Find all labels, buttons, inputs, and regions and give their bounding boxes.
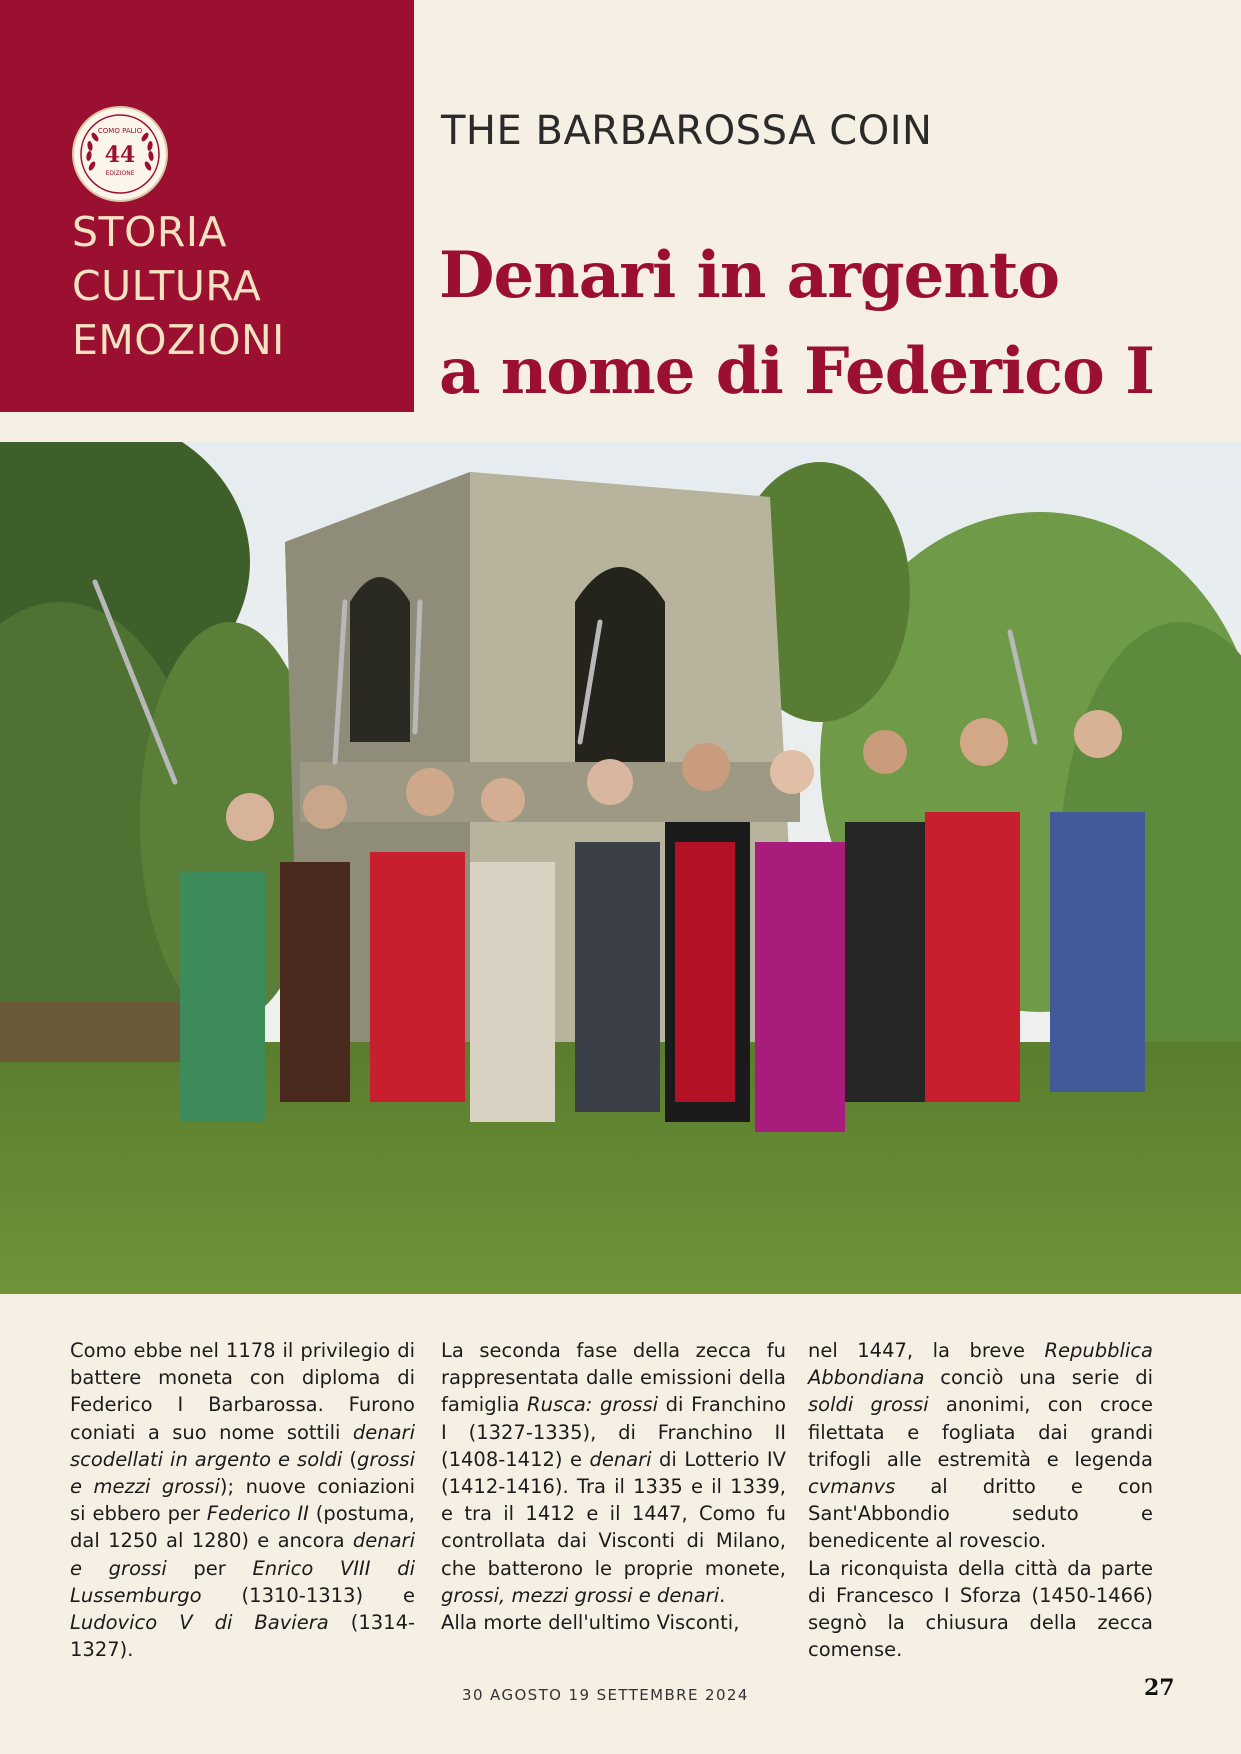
italic-run: Rusca: grossi	[527, 1393, 659, 1417]
text-run: Como ebbe nel 1178 il privilegio di battere moneta con diploma di Federico I Barbarossa. Furono coniati a suo nome sottili	[70, 1339, 415, 1444]
italic-run: denari scodellati in argento e soldi	[70, 1420, 415, 1471]
section-label-line: EMOZIONI	[72, 316, 285, 364]
text-run: (1314-1327).	[70, 1611, 416, 1662]
text-run: La seconda fase della zecca fu rappresentata dalle emissioni della famiglia	[441, 1339, 786, 1417]
kicker: THE BARBAROSSA COIN	[441, 108, 933, 154]
edition-badge	[70, 104, 170, 204]
issue-date: 30 AGOSTO 19 SETTEMBRE 2024	[462, 1686, 749, 1704]
headline-line: Denari in argento	[439, 238, 1060, 313]
text-run: .	[719, 1583, 726, 1607]
italic-run: grossi, mezzi grossi e denari	[441, 1583, 720, 1607]
text-run: Alla morte dell'ultimo Visconti,	[441, 1611, 740, 1635]
page-number: 27	[1144, 1675, 1175, 1701]
text-column	[808, 1337, 1153, 1663]
text-column	[70, 1337, 415, 1663]
italic-run: denari e grossi	[70, 1529, 415, 1580]
text-run: anonimi, con croce filettata e fogliata dai grandi trifogli alle estremità e legenda	[808, 1393, 1153, 1471]
text-column	[441, 1337, 786, 1636]
text-run: al dritto e con Sant'Abbondio seduto e benedicente al rovescio.	[808, 1475, 1153, 1553]
article-headline	[439, 228, 1154, 420]
italic-run: grossi e mezzi grossi	[70, 1447, 415, 1499]
italic-run: Enrico VIII di Lussemburgo	[70, 1556, 415, 1607]
section-label-line: CULTURA	[72, 262, 262, 310]
svg-text:44: 44	[104, 142, 136, 168]
text-run: di Lotterio IV (1412-1416). Tra il 1335 e il 1339, e tra il 1412 e il 1447, Como fu controllata dai Visconti di Milano, che batterono le proprie monete,	[441, 1447, 786, 1580]
text-run: conciò una serie di	[924, 1366, 1153, 1390]
text-run: (postuma, dal 1250 al 1280) e ancora	[70, 1502, 415, 1553]
italic-run: Ludovico V di Baviera	[70, 1611, 329, 1635]
svg-text:COMO PALIO: COMO PALIO	[97, 127, 143, 135]
text-run: di Franchino I (1327-1335), di Franchino II (1408-1412) e	[441, 1393, 786, 1471]
svg-text:EDIZIONE: EDIZIONE	[105, 170, 135, 177]
italic-run: Federico II	[206, 1502, 309, 1526]
italic-run: cvmanvs	[808, 1475, 896, 1499]
section-label-line: STORIA	[72, 208, 227, 256]
text-run: La riconquista della città da parte di Francesco I Sforza (1450-1466) segnò la chiusura della zecca comense.	[808, 1556, 1153, 1662]
headline-line: a nome di Federico I	[439, 334, 1155, 409]
text-run: ); nuove coniazioni si ebbero per	[70, 1475, 415, 1526]
italic-run: denari	[589, 1447, 652, 1471]
text-run: (1310-1313) e	[201, 1583, 415, 1607]
section-label	[72, 205, 285, 367]
laurel-icon	[70, 104, 170, 204]
italic-run: soldi grossi	[808, 1393, 929, 1417]
text-run: per	[166, 1556, 253, 1580]
article-photo	[0, 442, 1241, 1294]
text-run: (	[342, 1447, 357, 1471]
italic-run: Repubblica Abbondiana	[808, 1339, 1153, 1390]
text-run: nel 1447, la breve	[808, 1339, 1045, 1362]
